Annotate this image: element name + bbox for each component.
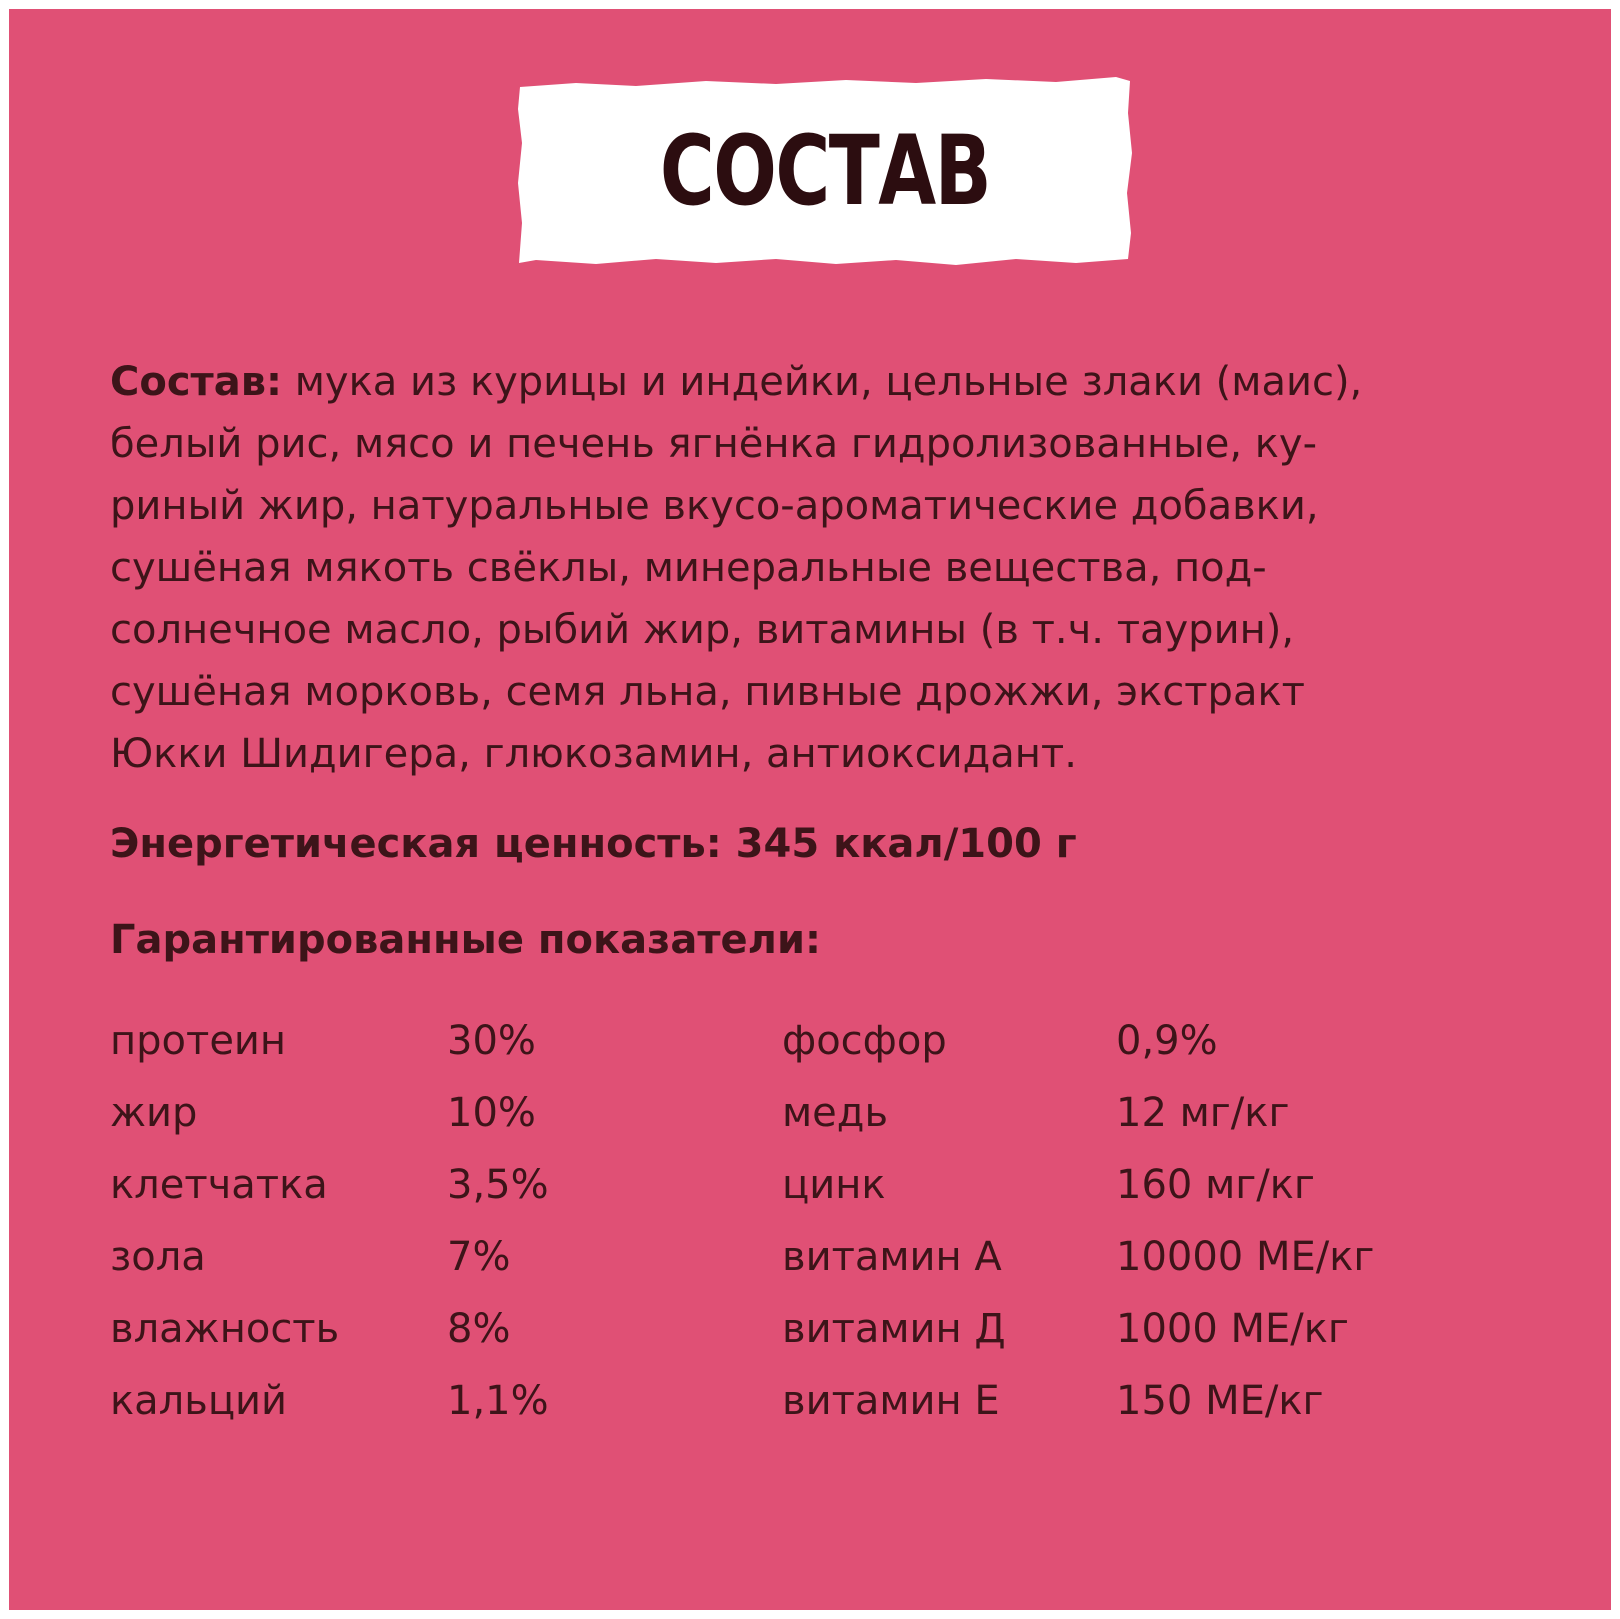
composition-line: риный жир, натуральные вкусо-ароматические добавки, xyxy=(110,483,1319,529)
composition-line-text: мука из курицы и индейки, цельные злаки (маис), xyxy=(282,359,1363,405)
indicator-name: протеин xyxy=(110,1018,287,1064)
composition-line: солнечное масло, рыбий жир, витамины (в т.ч. таурин), xyxy=(110,607,1295,653)
indicators-table xyxy=(110,1005,1510,1437)
indicator-name: цинк xyxy=(782,1162,886,1208)
indicator-value: 160 мг/кг xyxy=(1116,1162,1315,1208)
indicator-row xyxy=(110,1293,1510,1365)
info-panel xyxy=(9,9,1611,1610)
composition-line: белый рис, мясо и печень ягнёнка гидролизованные, ку- xyxy=(110,421,1318,467)
indicator-row xyxy=(110,1077,1510,1149)
indicator-value: 10000 МЕ/кг xyxy=(1116,1234,1375,1280)
indicator-name: зола xyxy=(110,1234,206,1280)
energy-value: Энергетическая ценность: 345 ккал/100 г xyxy=(110,821,1077,867)
guaranteed-heading: Гарантированные показатели: xyxy=(110,917,821,963)
indicator-value: 3,5% xyxy=(447,1162,549,1208)
indicator-row xyxy=(110,1221,1510,1293)
indicator-row xyxy=(110,1005,1510,1077)
indicator-name: витамин Е xyxy=(782,1378,1000,1424)
indicator-value: 0,9% xyxy=(1116,1018,1218,1064)
indicator-name: влажность xyxy=(110,1306,340,1352)
composition-line: Юкки Шидигера, глюкозамин, антиоксидант. xyxy=(110,731,1077,777)
indicator-row xyxy=(110,1365,1510,1437)
composition-label: Состав: xyxy=(110,359,283,405)
indicator-row xyxy=(110,1149,1510,1221)
indicator-value: 1,1% xyxy=(447,1378,549,1424)
composition-text xyxy=(110,351,1540,785)
indicator-value: 150 МЕ/кг xyxy=(1116,1378,1324,1424)
indicator-name: витамин Д xyxy=(782,1306,1006,1352)
indicator-name: кальций xyxy=(110,1378,288,1424)
indicator-name: жир xyxy=(110,1090,198,1136)
indicator-value: 1000 МЕ/кг xyxy=(1116,1306,1349,1352)
indicator-name: фосфор xyxy=(782,1018,947,1064)
composition-line xyxy=(110,351,1540,413)
indicator-name: клетчатка xyxy=(110,1162,328,1208)
indicator-name: медь xyxy=(782,1090,889,1136)
composition-line: сушёная морковь, семя льна, пивные дрожжи, экстракт xyxy=(110,669,1305,715)
composition-line: сушёная мякоть свёклы, минеральные вещества, под- xyxy=(110,545,1267,591)
indicator-value: 8% xyxy=(447,1306,511,1352)
indicator-value: 30% xyxy=(447,1018,536,1064)
title-banner xyxy=(516,73,1134,269)
indicator-value: 12 мг/кг xyxy=(1116,1090,1290,1136)
indicator-value: 7% xyxy=(447,1234,511,1280)
page-title: СОСТАВ xyxy=(659,115,991,227)
indicator-name: витамин А xyxy=(782,1234,1002,1280)
indicator-value: 10% xyxy=(447,1090,536,1136)
